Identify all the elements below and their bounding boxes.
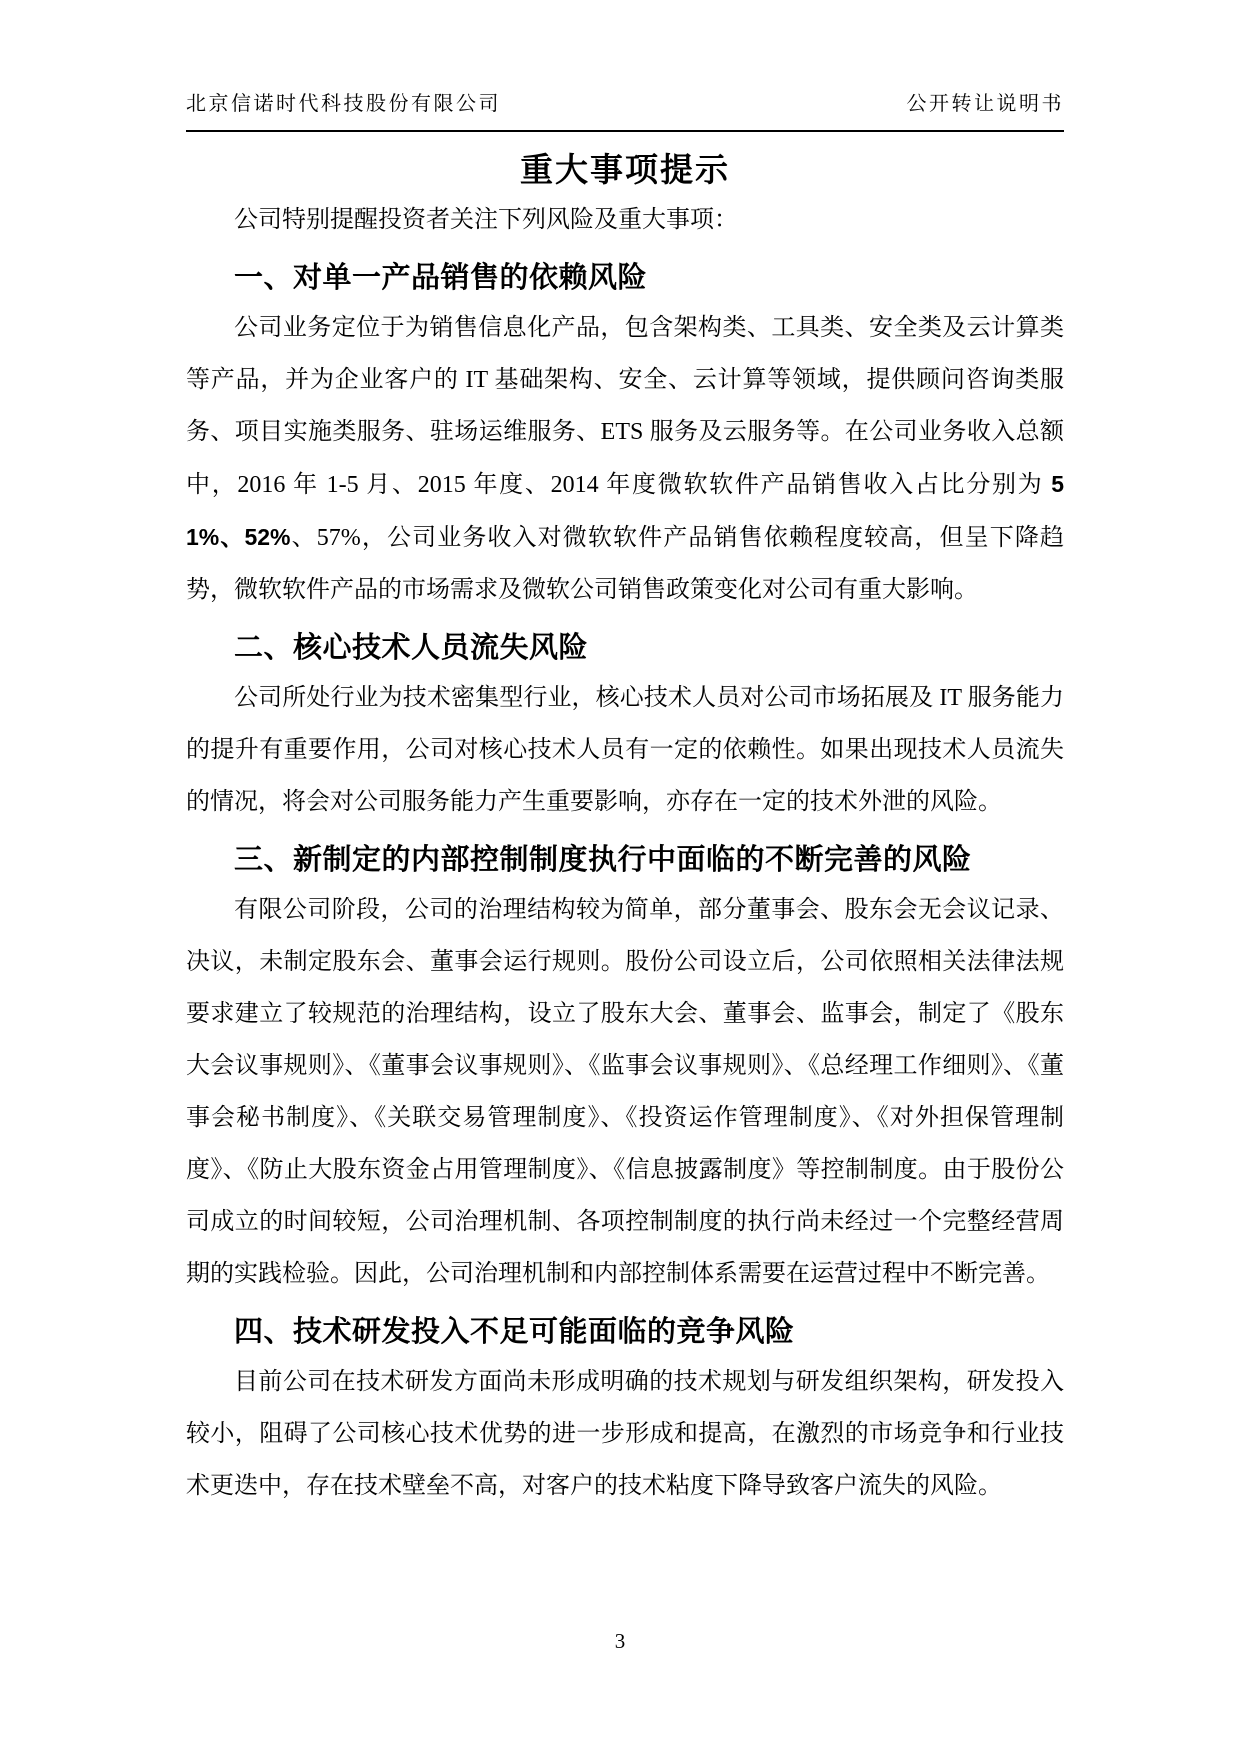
section-heading: 四、技术研发投入不足可能面临的竞争风险 <box>234 1316 795 1348</box>
page-header <box>186 0 1064 118</box>
section-heading: 三、新制定的内部控制制度执行中面临的不断完善的风险 <box>234 844 972 876</box>
body-paragraph <box>186 302 1064 616</box>
text-run: 有限公司阶段，公司的治理结构较为简单，部分董事会、股东会无会议记录、决议，未制定股东会、董事会运行规则。股份公司设立后，公司依照相关法律法规要求建立了较规范的治理结构，设立了股东大会、董事会、监事会，制定了《股东大会议事规则》、《董事会议事规则》、《监事会议事规则》、《总经理工作细则》、《董事会秘书制度》、《关联交易管理制度》、《投资运作管理制度》、《对外担保管理制度》、《防止大股东资金占用管理制度》、《信息披露制度》等控制制度。由于股份公司成立的时间较短，公司治理机制、各项控制制度的执行尚未经过一个完整经营周期的实践检验。因此，公司治理机制和内部控制体系需要在运营过程中不断完善。 <box>186 897 1064 1287</box>
section-2 <box>186 630 1064 828</box>
text-run: 公司业务定位于为销售信息化产品，包含架构类、工具类、安全类及云计算类等产品，并为企业客户的 IT 基础架构、安全、云计算等领域，提供顾问咨询类服务、项目实施类服务、驻场运维服务、ETS 服务及云服务等。在公司业务收入总额中，2016 年 1-5 月、2015 年度、2014 年度微软软件产品销售收入占比分别为 <box>186 315 1064 498</box>
page-title: 重大事项提示 <box>520 153 730 189</box>
intro-paragraph: 公司特别提醒投资者关注下列风险及重大事项： <box>234 207 738 233</box>
page-number: 3 <box>614 1629 626 1653</box>
body-paragraph <box>186 672 1064 828</box>
body-paragraph <box>186 1356 1064 1512</box>
section-1 <box>186 260 1064 616</box>
section-3 <box>186 842 1064 1300</box>
sections-container <box>186 260 1064 1512</box>
emphasis-run: 51%、52% <box>186 471 1064 550</box>
text-run: 、57%，公司业务收入对微软软件产品销售依赖程度较高，但呈下降趋势，微软软件产品的市场需求及微软公司销售政策变化对公司有重大影响。 <box>186 525 1064 603</box>
text-run: 目前公司在技术研发方面尚未形成明确的技术规划与研发组织架构，研发投入较小，阻碍了公司核心技术优势的进一步形成和提高，在激烈的市场竞争和行业技术更迭中，存在技术壁垒不高，对客户的技术粘度下降导致客户流失的风险。 <box>186 1369 1064 1499</box>
header-company-name: 北京信诺时代科技股份有限公司 <box>186 93 501 115</box>
section-heading: 二、核心技术人员流失风险 <box>234 632 589 664</box>
header-doc-type: 公开转让说明书 <box>906 93 1064 115</box>
section-heading: 一、对单一产品销售的依赖风险 <box>234 262 648 294</box>
text-run: 公司所处行业为技术密集型行业，核心技术人员对公司市场拓展及 IT 服务能力的提升有重要作用，公司对核心技术人员有一定的依赖性。如果出现技术人员流失的情况，将会对公司服务能力产生重要影响，亦存在一定的技术外泄的风险。 <box>186 685 1064 815</box>
section-4 <box>186 1314 1064 1512</box>
header-rule <box>186 130 1064 132</box>
body-paragraph <box>186 884 1064 1300</box>
